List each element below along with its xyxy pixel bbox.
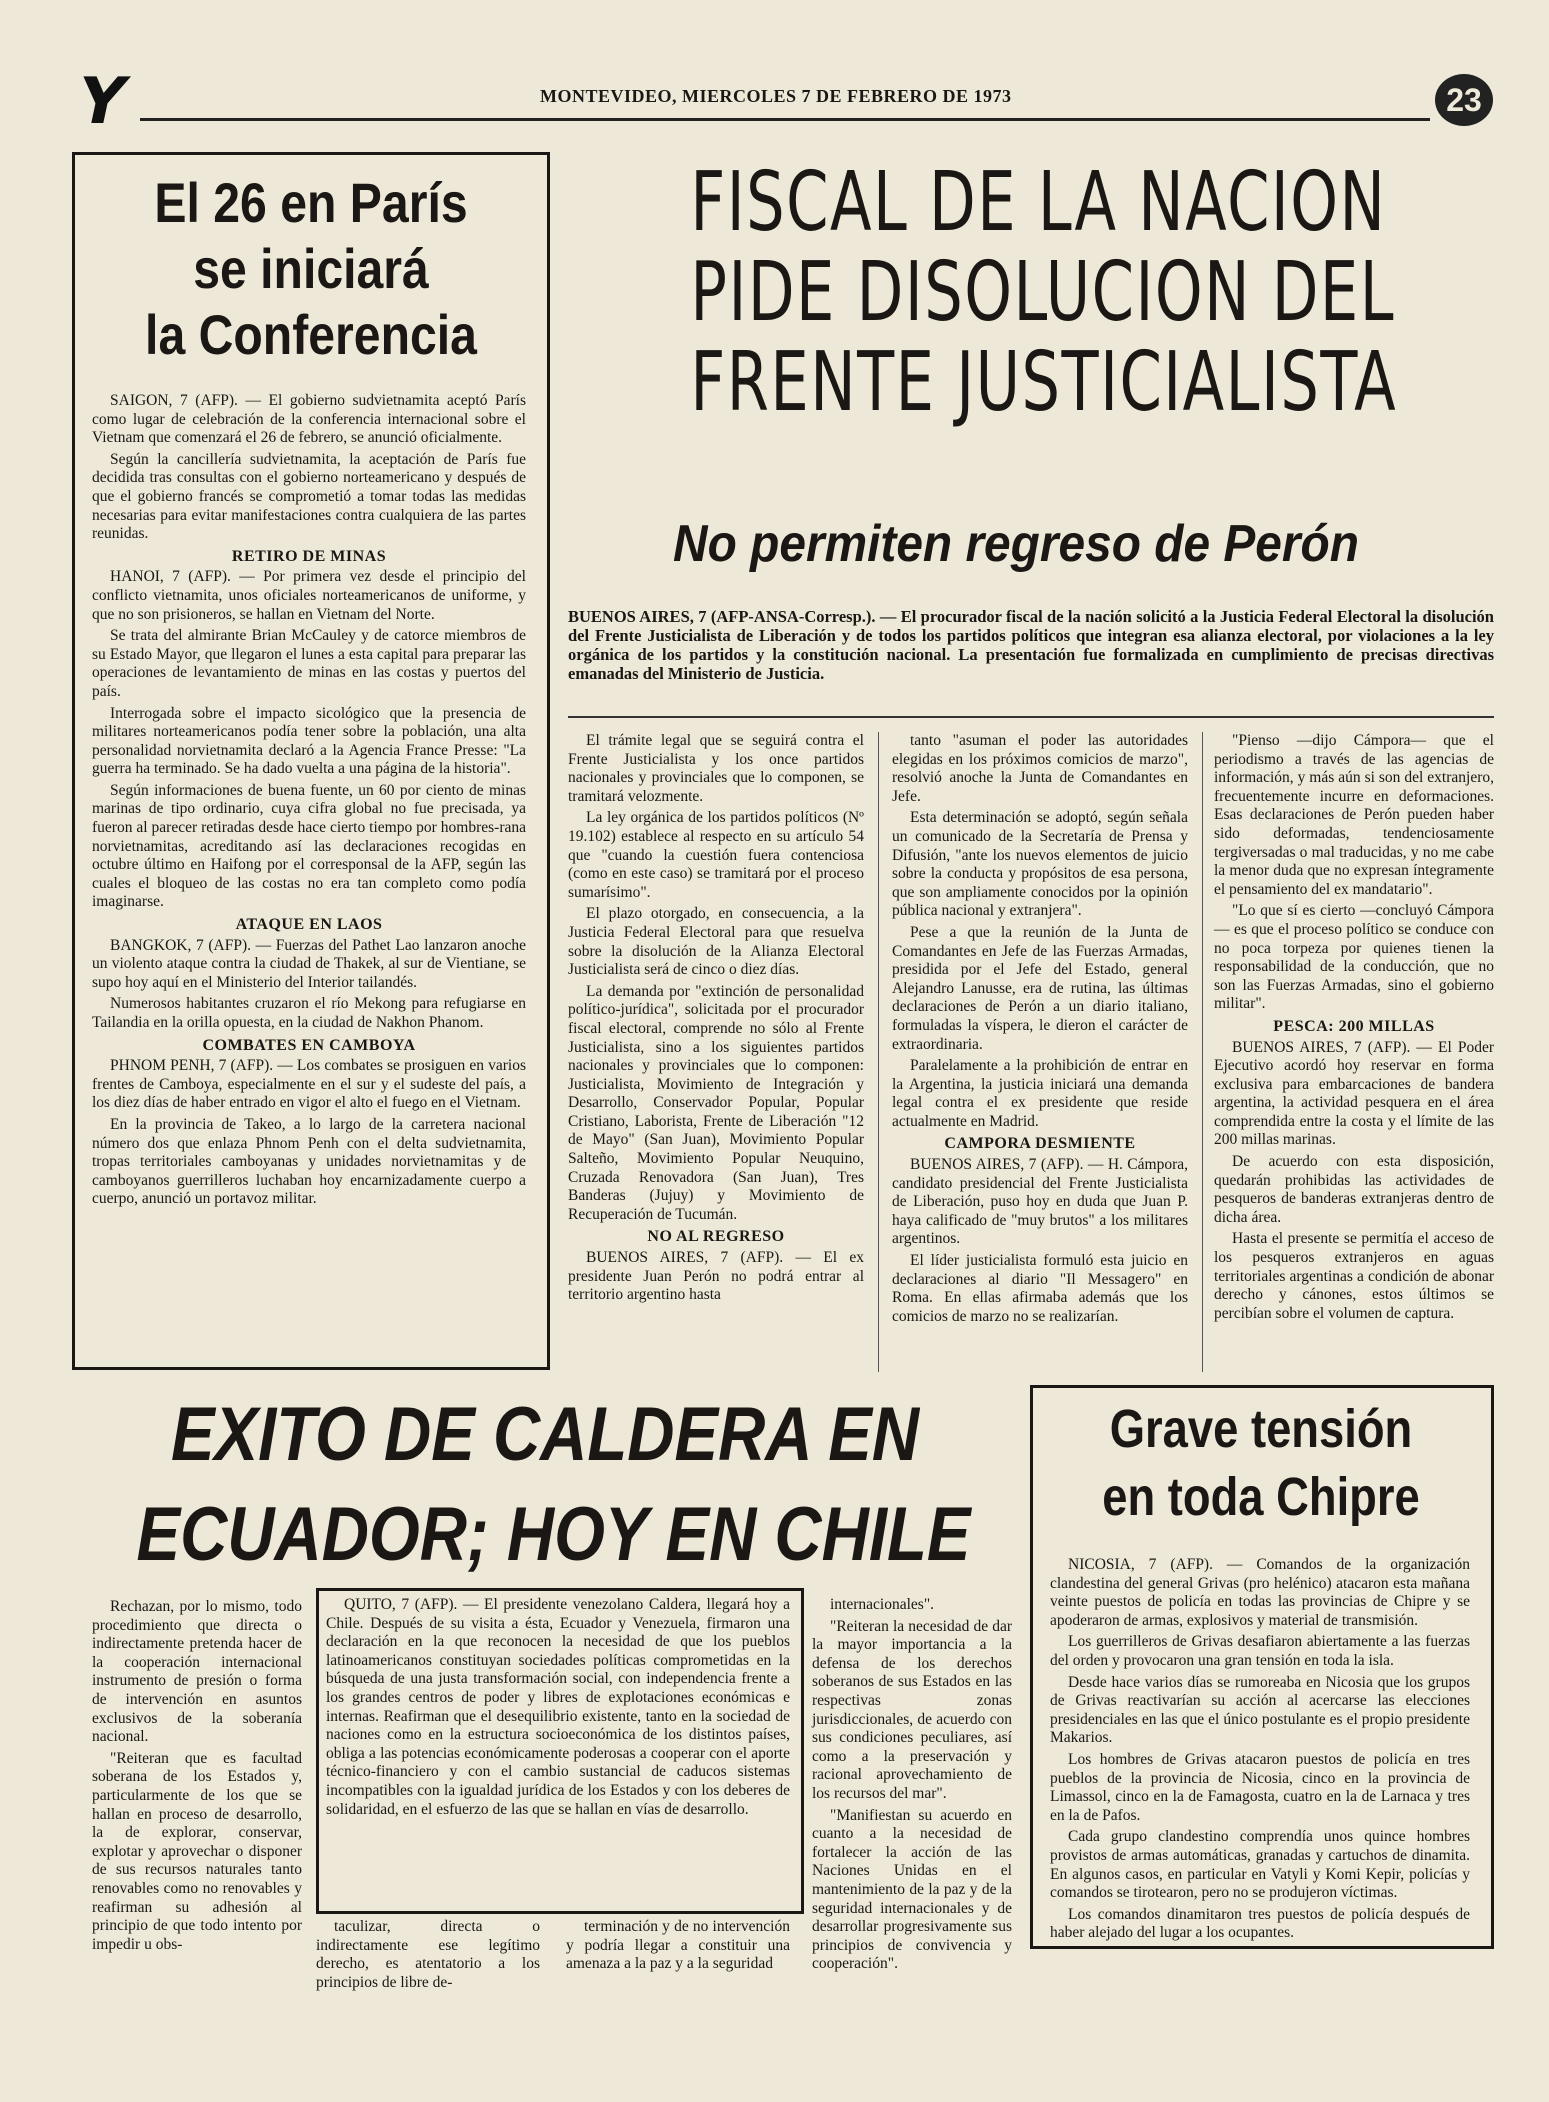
page-number: 23 <box>1435 74 1493 126</box>
chipre-headline <box>1070 1395 1451 1531</box>
main-paragraph: tanto "asuman el poder las autoridades elegidas en los próximos comicios de marzo", resolvió anoche la Junta de Comandantes en Jefe. <box>892 732 1188 805</box>
caldera-paragraph: Rechazan, por lo mismo, todo procedimiento que directa o indirectamente pretenda hacer de la cooperación internacional instrumento de presión o forma de intervención en asuntos exclusivos de la soberanía nacional. <box>92 1598 302 1746</box>
chipre-paragraph: Los guerrilleros de Grivas desafiaron abiertamente a las fuerzas del orden y provocaron una gran tensión en toda la isla. <box>1050 1633 1470 1669</box>
main-paragraph: Paralelamente a la prohibición de entrar en la Argentina, la justicia iniciará una demanda legal contra el ex presidente que reside actualmente en Madrid. <box>892 1057 1188 1130</box>
main-paragraph: La demanda por "extinción de personalidad político-jurídica", solicitada por el procurador fiscal electoral, comprende no sólo al Frente Justicialista, sino a los siguientes partidos nacionales y provinciales que lo componen: Justicialista, Movimiento de Integración y Desarrollo, Conservador Popular, Popular Cristiano, Laborista, Frente de Liberación "12 de Mayo" (San Juan), Movimiento Popular Salteño, Movimiento Popular Neuquino, Cruzada Renovadora (San Juan), Tres Banderas (Jujuy) y Movimiento de Recuperación de Tucumán. <box>568 982 864 1223</box>
main-headline <box>690 155 1398 430</box>
main-paragraph: Hasta el presente se permitía el acceso de los pesqueros extranjeros en aguas territoriales argentinas a condición de abonar derecho y cánones, estos últimos se percibían sobre el volumen de captura. <box>1214 1230 1494 1322</box>
chipre-headline-line-1: Grave tensión <box>1109 1399 1413 1459</box>
caldera-headline-line-1: EXITO DE CALDERA EN <box>170 1392 920 1477</box>
subhead-no-al-regreso: NO AL REGRESO <box>647 1228 785 1246</box>
main-subheadline: No permiten regreso de Perón <box>673 515 1359 573</box>
main-paragraph: BUENOS AIRES, 7 (AFP). — H. Cámpora, candidato presidencial del Frente Justicialista de Liberación, puso hoy en duda que Juan P. haya calificado de "muy brutos" a los militares argentinos. <box>892 1156 1188 1248</box>
subhead-pesca-200-millas: PESCA: 200 MILLAS <box>1273 1017 1435 1035</box>
newspaper-logo: Y <box>70 65 133 139</box>
chipre-paragraph: Los comandos dinamitaron tres puestos de policía después de haber alejado del lugar a los ocupantes. <box>1050 1905 1470 1942</box>
column-divider <box>878 732 879 1372</box>
paris-paragraph: En la provincia de Takeo, a lo largo de la carretera nacional número dos que enlaza Phnom Penh con el delta sudvietnamita, tropas territoriales camboyanas y unidades norvietnamitas y de camboyanos guerrilleros luchaban hoy encarnizadamente cuerpo a cuerpo, anunció un portavoz militar. <box>92 1115 526 1208</box>
main-paragraph: De acuerdo con esta disposición, quedarán prohibidas las actividades de pesqueros de banderas extranjeras dentro de dicha área. <box>1214 1153 1494 1226</box>
main-paragraph: El plazo otorgado, en consecuencia, a la Justicia Federal Electoral para que resuelva sobre la disolución de la Alianza Electoral Justicialista será de cinco o diez días. <box>568 905 864 979</box>
main-column-3 <box>1214 732 1494 1326</box>
main-headline-line-1: FISCAL DE LA NACION <box>690 155 1387 250</box>
paris-story-body <box>92 392 526 1212</box>
paris-paragraph: Según informaciones de buena fuente, un 60 por ciento de minas marinas de tipo ordinario, cuya cifra global no fue precisada, ya fueron al parecer retiradas desde hace cierto tiempo por hombres-rana norvietnamitas, acreditando así las declaraciones recogidas en octubre último en Haifong por el corresponsal de la AFP, según las cuales el bloqueo de las costas no era tan completo como podía imaginarse. <box>92 781 526 911</box>
caldera-paragraph: "Reiteran la necesidad de dar la mayor importancia a la defensa de los derechos soberanos de sus Estados en las respectivas zonas jurisdiccionales, de acuerdo con sus condiciones peculiares, así como a la preservación y racional aprovechamiento de los recursos del mar". <box>812 1617 1012 1802</box>
paris-paragraph: HANOI, 7 (AFP). — Por primera vez desde el principio del conflicto vietnamita, unos oficiales norteamericanos de uniforme, y que no son prisioneros, se hallan en Vietnam del Norte. <box>92 568 526 623</box>
main-paragraph: El líder justicialista formuló esta juicio en declaraciones al diario "Il Messagero" en Roma. En ellas afirmaba además que los comicios de marzo no se realizarían. <box>892 1252 1188 1325</box>
caldera-paragraph: terminación y de no intervención y podría llegar a constituir una amenaza a la paz y a la seguridad <box>566 1918 790 1973</box>
caldera-declaration-text <box>326 1596 790 1822</box>
paris-paragraph: Según la cancillería sudvietnamita, la aceptación de París fue decidida tras consultas con el gobierno norteamericano y después de que el gobierno francés se comprometió a tomar todas las medidas necesarias para evitar manifestaciones contra cualquiera de las partes reunidas. <box>92 450 526 543</box>
main-paragraph: El trámite legal que se seguirá contra el Frente Justicialista y los once partidos nacionales y provinciales que lo componen, se tramitará velozmente. <box>568 732 864 805</box>
main-headline-line-2: PIDE DISOLUCION DEL <box>690 245 1396 340</box>
caldera-paragraph: "Reiteran que es facultad soberana de los Estados y, particularmente de los que se hallan en proceso de desarrollo, la de explorar, conservar, explotar y aprovechar o disponer de sus recursos naturales tanto renovables como no renovables y reafirman su adhesión al principio de que todo intento por impedir u obs- <box>92 1749 302 1953</box>
paris-paragraph: Interrogada sobre el impacto sicológico que la presencia de militares norteamericanos podía tener sobre la población, una alta personalidad norvietnamita declaró a la Agencia France Presse: "La guerra ha terminado. Se ha dado vuelta a una página de la historia". <box>92 704 526 778</box>
lead-separator <box>568 716 1494 718</box>
main-headline-line-3: FRENTE JUSTICIALISTA <box>690 335 1398 430</box>
paris-headline-line-1: El 26 en París <box>154 171 468 234</box>
caldera-paragraph: QUITO, 7 (AFP). — El presidente venezolano Caldera, llegará hoy a Chile. Después de su visita a ésta, Ecuador y Venezuela, firmaron una declaración en la que reconocen la necesidad de que los pueblos latinoamericanos constituyan sociedades políticas comprometidas en la búsqueda de una justa transformación social, con independencia frente a los grandes centros de poder y libres de explotaciones económicas e internas. Reafirman que el desequilibrio existente, tanto en la sociedad de naciones como en la estructura socioeconómica de los distintos países, obliga a las potencias económicamente poderosas a cooperar con el aporte técnico-financiero y con el cambio sustancial de caducos sistemas incompatibles con la igualdad jurídica de los Estados y con los deberes de solidaridad, en el esfuerzo de las que se hallan en vías de desarrollo. <box>326 1596 790 1818</box>
caldera-headline-line-2: ECUADOR; HOY EN CHILE <box>136 1492 971 1577</box>
caldera-paragraph: internacionales". <box>830 1596 935 1613</box>
main-paragraph: Esta determinación se adoptó, según señala un comunicado de la Secretaría de Prensa y Difusión, "ante los nuevos elementos de juicio sobre la conducta y propósitos de esa persona, que son ampliamente conocidos por la opinión pública nacional y extranjera". <box>892 809 1188 920</box>
masthead-rule <box>140 118 1430 121</box>
chipre-paragraph: NICOSIA, 7 (AFP). — Comandos de la organización clandestina del general Grivas (pro helénico) atacaron esta mañana veinte puestos de policía en todas las provincias de Chipre y se apoderaron de armas, explosivos y material de transmisión. <box>1050 1556 1470 1629</box>
paris-headline-line-2: se iniciará <box>193 237 429 300</box>
chipre-paragraph: Desde hace varios días se rumoreaba en Nicosia que los grupos de Grivas reactivarían su acción al acercarse las elecciones presidenciales en las que el único postulante es el propio presidente Makarios. <box>1050 1673 1470 1747</box>
paris-paragraph: SAIGON, 7 (AFP). — El gobierno sudvietnamita aceptó París como lugar de celebración de la conferencia internacional sobre el Vietnam que comenzará el 26 de febrero, se anunció oficialmente. <box>92 392 526 447</box>
paris-headline <box>105 170 516 368</box>
main-paragraph: "Pienso —dijo Cámpora— que el periodismo a través de las agencias de información, y más aún si son del extranjero, frecuentemente incurre en deformaciones. Esas declaraciones de Perón pueden haber sido deformadas, tendenciosamente tergiversadas o mal traducidas, y no me cabe la menor duda que no expresan íntegramente el pensamiento del ex mandatario". <box>1214 732 1494 898</box>
caldera-paragraph: taculizar, directa o indirectamente ese legítimo derecho, es atentatorio a los principios de libre de- <box>316 1918 540 1991</box>
caldera-column-2b <box>566 1918 790 1977</box>
column-divider <box>1202 732 1203 1372</box>
chipre-paragraph: Los hombres de Grivas atacaron puestos de policía en tres pueblos de la provincia de Nicosia, cinco en la provincia de Limassol, cinco en la de Famagosta, cuatro en la de Larnaca y tres en la de Pafos. <box>1050 1750 1470 1824</box>
caldera-column-3 <box>812 1596 1012 1977</box>
main-paragraph: "Lo que sí es cierto —concluyó Cámpora— es que el proceso político se conduce con no poca torpeza por quienes tienen la responsabilidad de la conducción, que no son las Fuerzas Armadas, sino el gobierno militar". <box>1214 902 1494 1013</box>
main-paragraph: Pese a que la reunión de la Junta de Comandantes en Jefe de las Fuerzas Armadas, presidida por el Jefe del Estado, general Alejandro Lanusse, era de rutina, las últimas declaraciones de Perón a un diario italiano, formuladas la víspera, le dieron el carácter de extraordinaria. <box>892 923 1188 1053</box>
caldera-paragraph: "Manifiestan su acuerdo en cuanto a la necesidad de fortalecer la acción de las Naciones Unidas en el mantenimiento de la paz y de la seguridad internacionales y de desarrollar progresivamente sus principios de convivencia y cooperación". <box>812 1806 1012 1973</box>
subhead-retiro-de-minas: RETIRO DE MINAS <box>231 547 387 565</box>
caldera-headline <box>136 1385 971 1585</box>
subhead-combates-en-camboya: COMBATES EN CAMBOYA <box>202 1036 416 1054</box>
subhead-campora-desmiente: CAMPORA DESMIENTE <box>944 1135 1136 1153</box>
subhead-ataque-en-laos: ATAQUE EN LAOS <box>235 916 383 934</box>
main-column-1 <box>568 732 864 1308</box>
caldera-column-2a <box>316 1918 540 1995</box>
paris-paragraph: Numerosos habitantes cruzaron el río Mekong para refugiarse en Tailandia en la orilla opuesta, en la ciudad de Nakhon Phanom. <box>92 995 526 1031</box>
dateline: MONTEVIDEO, MIERCOLES 7 DE FEBRERO DE 1973 <box>540 86 1012 106</box>
main-lead: BUENOS AIRES, 7 (AFP-ANSA-Corresp.). — El procurador fiscal de la nación solicitó a la Justicia Federal Electoral la disolución del Frente Justicialista de Liberación y de todos los partidos políticos que integran esa alianza electoral, por violaciones a la ley orgánica de los partidos y la constitución nacional. La presentación fue formalizada en cumplimiento de precisas directivas emanadas del Ministerio de Justicia. <box>568 607 1494 683</box>
paris-paragraph: BANGKOK, 7 (AFP). — Fuerzas del Pathet Lao lanzaron anoche un violento ataque contra la ciudad de Thakek, al sur de Vientiane, se supo hoy aquí en el Ministerio del Interior tailandés. <box>92 936 526 991</box>
chipre-story-body <box>1050 1556 1470 1946</box>
main-column-2 <box>892 732 1188 1329</box>
chipre-headline-line-2: en toda Chipre <box>1102 1467 1420 1527</box>
main-paragraph: BUENOS AIRES, 7 (AFP). — El ex presidente Juan Perón no podrá entrar al territorio argentino hasta <box>568 1249 864 1304</box>
caldera-column-1 <box>92 1598 302 1957</box>
paris-paragraph: PHNOM PENH, 7 (AFP). — Los combates se prosiguen en varios frentes de Camboya, especialmente en el sur y el sudeste del país, a los diez días de haber entrado en vigor el alto el fuego en el Vietnam. <box>92 1057 526 1112</box>
main-paragraph: BUENOS AIRES, 7 (AFP). — El Poder Ejecutivo acordó hoy reservar en forma exclusiva para embarcaciones de bandera argentina, la actividad pesquera en el área comprendida entre la costa y el límite de las 200 millas marinas. <box>1214 1038 1494 1149</box>
paris-paragraph: Se trata del almirante Brian McCauley y de catorce miembros de su Estado Mayor, que llegaron el lunes a esta capital para preparar las operaciones de levantamiento de minas en las costas y puertos del país. <box>92 627 526 700</box>
chipre-paragraph: Cada grupo clandestino comprendía unos quince hombres provistos de armas automáticas, granadas y cartuchos de dinamita. En algunos casos, en particular en Vatyli y Komi Kepir, policías y comandos se tirotearon, pero no se produjeron víctimas. <box>1050 1828 1470 1902</box>
paris-headline-line-3: la Conferencia <box>145 303 477 366</box>
main-paragraph: La ley orgánica de los partidos políticos (Nº 19.102) establece al respecto en su artículo 54 que "cuando la cuestión fuera contenciosa (como en este caso) se tramitará por el proceso sumarísimo". <box>568 809 864 901</box>
